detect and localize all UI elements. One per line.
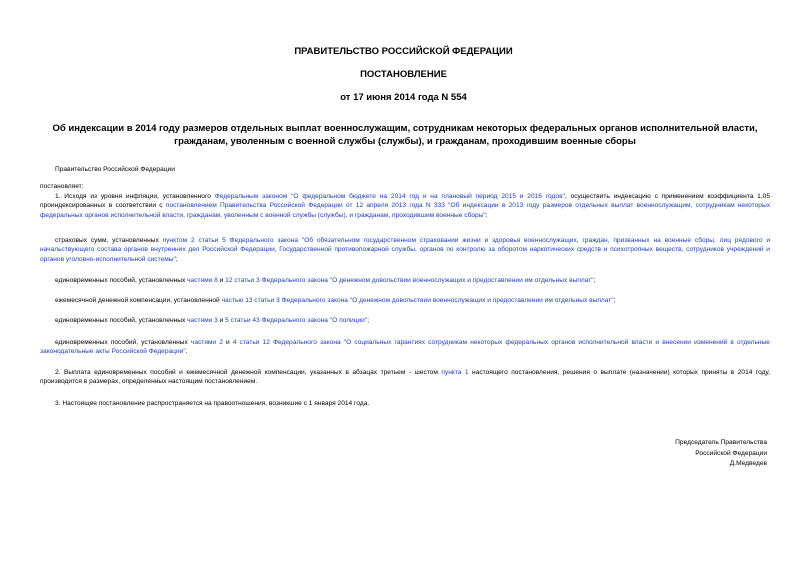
link-parts-3[interactable]: частями 3: [187, 317, 218, 324]
resolves-text: постановляет:: [40, 183, 84, 190]
doc-date-number: от 17 июня 2014 года N 554: [340, 92, 467, 103]
doc-type: ПОСТАНОВЛЕНИЕ: [360, 69, 447, 80]
link-parts-8[interactable]: частями 8: [187, 277, 218, 284]
paragraph-1: 1. Исходя из уровня инфляции, установленного Федеральным законом "О федеральном бюджете на 2014 год и на плановый период 2015 и 2016 годов", осуществить индексацию с применением коэффициента 1,05 проиндексированных в соответствии с постановлением Правительства Российской Федерации от 12 апреля 2013 года N 333 "Об индексации в 2013 году размеров отдельных выплат военнослужащим, сотрудникам некоторых федеральных органов исполнительной власти, гражданам, уволенным с военной службы (службы), и гражданам, проходившим военные сборы":: [40, 193, 771, 219]
link-allowance-law-12[interactable]: 12 статьи 3 Федерального закона "О денежном довольствии военнослужащих и предоставлении им отдельных выплат": [225, 277, 594, 284]
paragraph-8: 3. Настоящее постановление распространяется на правоотношения, возникшие с 1 января 2014 года.: [55, 400, 370, 407]
signature-name: Д.Медведев: [729, 460, 767, 467]
link-resolution-333[interactable]: постановлением Правительства Российской Федерации от 12 апреля 2013 года N 333 "Об индексации в 2013 году размеров отдельных выплат военнослужащим, сотрудникам некоторых федеральных органов исполнительной власти, гражданам, уволенным с военной службы (службы), и гражданам, проходившим военные сборы": [40, 202, 770, 219]
paragraph-6: единовременных пособий, установленных частями 2 и 4 статьи 12 Федерального закона "О социальных гарантиях сотрудникам некоторых федеральных органов исполнительной власти и внесении изменений в отдельные законодательные акты Российской Федерации".: [40, 339, 770, 356]
link-budget-law[interactable]: Федеральным законом "О федеральном бюджете на 2014 год и на плановый период 2015 и 2016 годов": [214, 193, 565, 200]
org-name: ПРАВИТЕЛЬСТВО РОССИЙСКОЙ ФЕДЕРАЦИИ: [294, 46, 513, 57]
paragraph-5: единовременных пособий, установленных частями 3 и 5 статьи 43 Федерального закона "О полиции";: [55, 317, 370, 324]
link-point-1[interactable]: пункта 1: [441, 369, 469, 376]
paragraph-4: ежемесячной денежной компенсации, установленной частью 13 статьи 3 Федерального закона "О денежном довольствии военнослужащих и предоставлении им отдельных выплат";: [55, 297, 616, 304]
link-allowance-law-13[interactable]: частью 13 статьи 3 Федерального закона "О денежном довольствии военнослужащих и предоставлении им отдельных выплат": [221, 297, 614, 304]
link-social-guarantees-law[interactable]: 4 статьи 12 Федерального закона "О социальных гарантиях сотрудникам некоторых федеральных органов исполнительной власти и внесении изменений в отдельные законодательные акты Российской Федерации": [40, 339, 770, 356]
intro-text: Правительство Российской Федерации: [55, 166, 175, 173]
link-parts-2[interactable]: частями 2: [190, 339, 223, 346]
signature-org: Российской Федерации: [695, 449, 767, 457]
signature-block: [567, 438, 767, 470]
doc-title: Об индексации в 2014 году размеров отдельных выплат военнослужащим, сотрудникам некоторых федеральных органов исполнительной власти, гражданам, уволенным с военной службы (службы), и гражданам, проходившим военные сборы: [52, 123, 758, 147]
link-police-law[interactable]: 5 статьи 43 Федерального закона "О полиции": [225, 317, 368, 324]
paragraph-7: 2. Выплата единовременных пособий и ежемесячной денежной компенсации, указанных в абзацах третьем - шестом пункта 1 настоящего постановления, решения о выплате (назначении) которых приняты в 2014 году, производится в размерах, определенных настоящим постановлением.: [40, 369, 770, 386]
paragraph-2: страховых сумм, установленных пунктом 2 статьи 5 Федерального закона "Об обязательном государственном страховании жизни и здоровья военнослужащих, граждан, призванных на военные сборы, лиц рядового и начальствующего состава органов внутренних дел Российской Федерации, Государственной противопожарной службы, органов по контролю за оборотом наркотических средств и психотропных веществ, сотрудников учреждений и органов уголовно-исполнительной системы";: [40, 237, 770, 263]
signature-title: Председатель Правительства: [675, 439, 767, 446]
paragraph-3: единовременных пособий, установленных частями 8 и 12 статьи 3 Федерального закона "О денежном довольствии военнослужащих и предоставлении им отдельных выплат";: [55, 277, 596, 284]
link-insurance-law[interactable]: пунктом 2 статьи 5 Федерального закона "Об обязательном государственном страховании жизни и здоровья военнослужащих, граждан, призванных на военные сборы, лиц рядового и начальствующего состава органов внутренних дел Российской Федерации, Государственной противопожарной службы, органов по контролю за оборотом наркотических средств и психотропных веществ, сотрудников учреждений и органов уголовно-исполнительной системы": [40, 237, 770, 263]
